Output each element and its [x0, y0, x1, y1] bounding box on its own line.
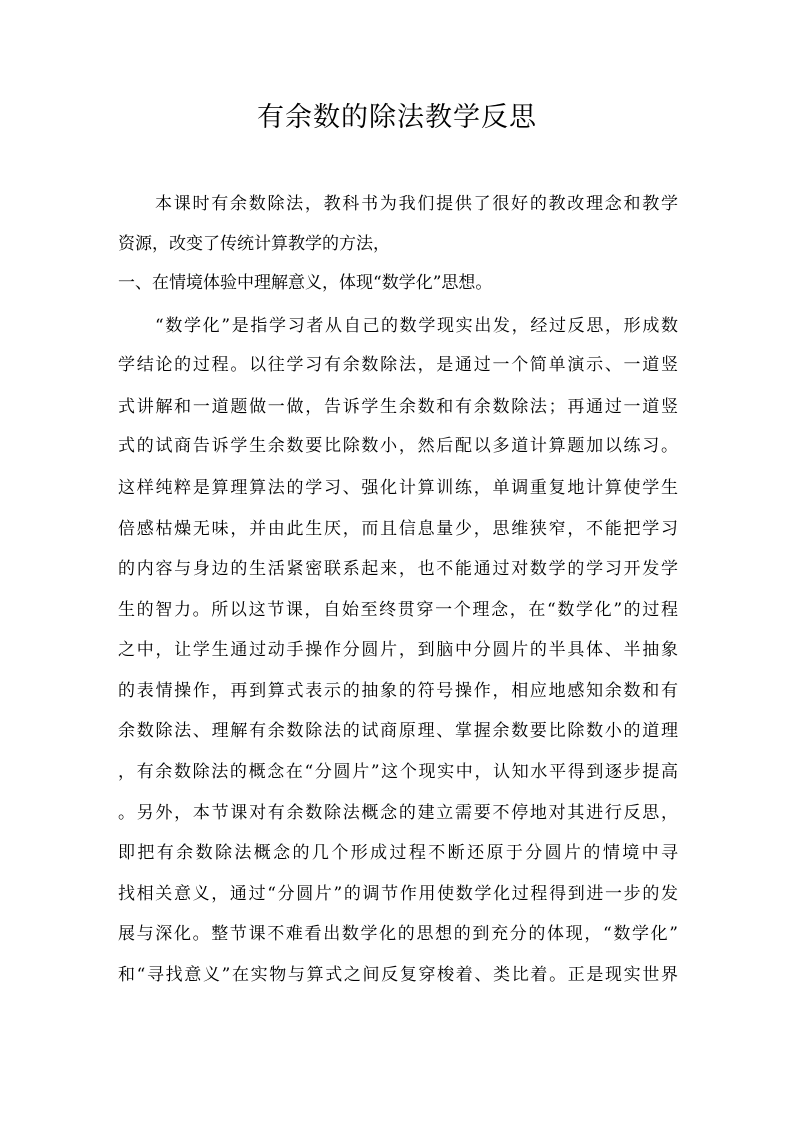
paragraph-line: 的表情操作，再到算式表示的抽象的符号操作，相应地感知余数和有	[118, 681, 678, 701]
paragraph-line: 这样纯粹是算理算法的学习、强化计算训练，单调重复地计算使学生	[118, 478, 678, 498]
paragraph-line: 展与深化。整节课不难看出数学化的思想的到充分的体现，“数学化”	[118, 924, 678, 944]
paragraph-line: 倍感枯燥无味，并由此生厌，而且信息量少，思维狭窄，不能把学习	[118, 519, 678, 539]
paragraph-line: “数学化”是指学习者从自己的数学现实出发，经过反思，形成数	[155, 316, 678, 336]
section-heading: 一、在情境体验中理解意义，体现“数学化”思想。	[118, 273, 493, 293]
paragraph-line: 资源，改变了传统计算教学的方法，	[118, 234, 390, 254]
paragraph-line: 之中，让学生通过动手操作分圆片，到脑中分圆片的半具体、半抽象	[118, 640, 678, 660]
paragraph-line: 和“寻找意义”在实物与算式之间反复穿梭着、类比着。正是现实世界	[118, 965, 678, 985]
paragraph-line: 式讲解和一道题做一做，告诉学生余数和有余数除法；再通过一道竖	[118, 397, 678, 417]
paragraph-line: 学结论的过程。以往学习有余数除法，是通过一个简单演示、一道竖	[118, 355, 678, 375]
paragraph-line: 本课时有余数除法，教科书为我们提供了很好的教改理念和教学	[155, 194, 678, 214]
paragraph-line: 式的试商告诉学生余数要比除数小，然后配以多道计算题加以练习。	[118, 436, 678, 456]
document-title: 有余数的除法教学反思	[257, 102, 537, 133]
paragraph-line: 的内容与身边的生活紧密联系起来，也不能通过对数学的学习开发学	[118, 559, 678, 579]
paragraph-line: ，有余数除法的概念在“分圆片”这个现实中，认知水平得到逐步提高	[118, 762, 678, 782]
paragraph-line: 。另外，本节课对有余数除法概念的建立需要不停地对其进行反思，	[118, 803, 678, 823]
paragraph-line: 生的智力。所以这节课，自始至终贯穿一个理念，在“数学化”的过程	[118, 600, 678, 620]
paragraph-line: 即把有余数除法概念的几个形成过程不断还原于分圆片的情境中寻	[118, 843, 678, 863]
paragraph-line: 找相关意义，通过“分圆片”的调节作用使数学化过程得到进一步的发	[118, 884, 678, 904]
paragraph-line: 余数除法、理解有余数除法的试商原理、掌握余数要比除数小的道理	[118, 721, 678, 741]
